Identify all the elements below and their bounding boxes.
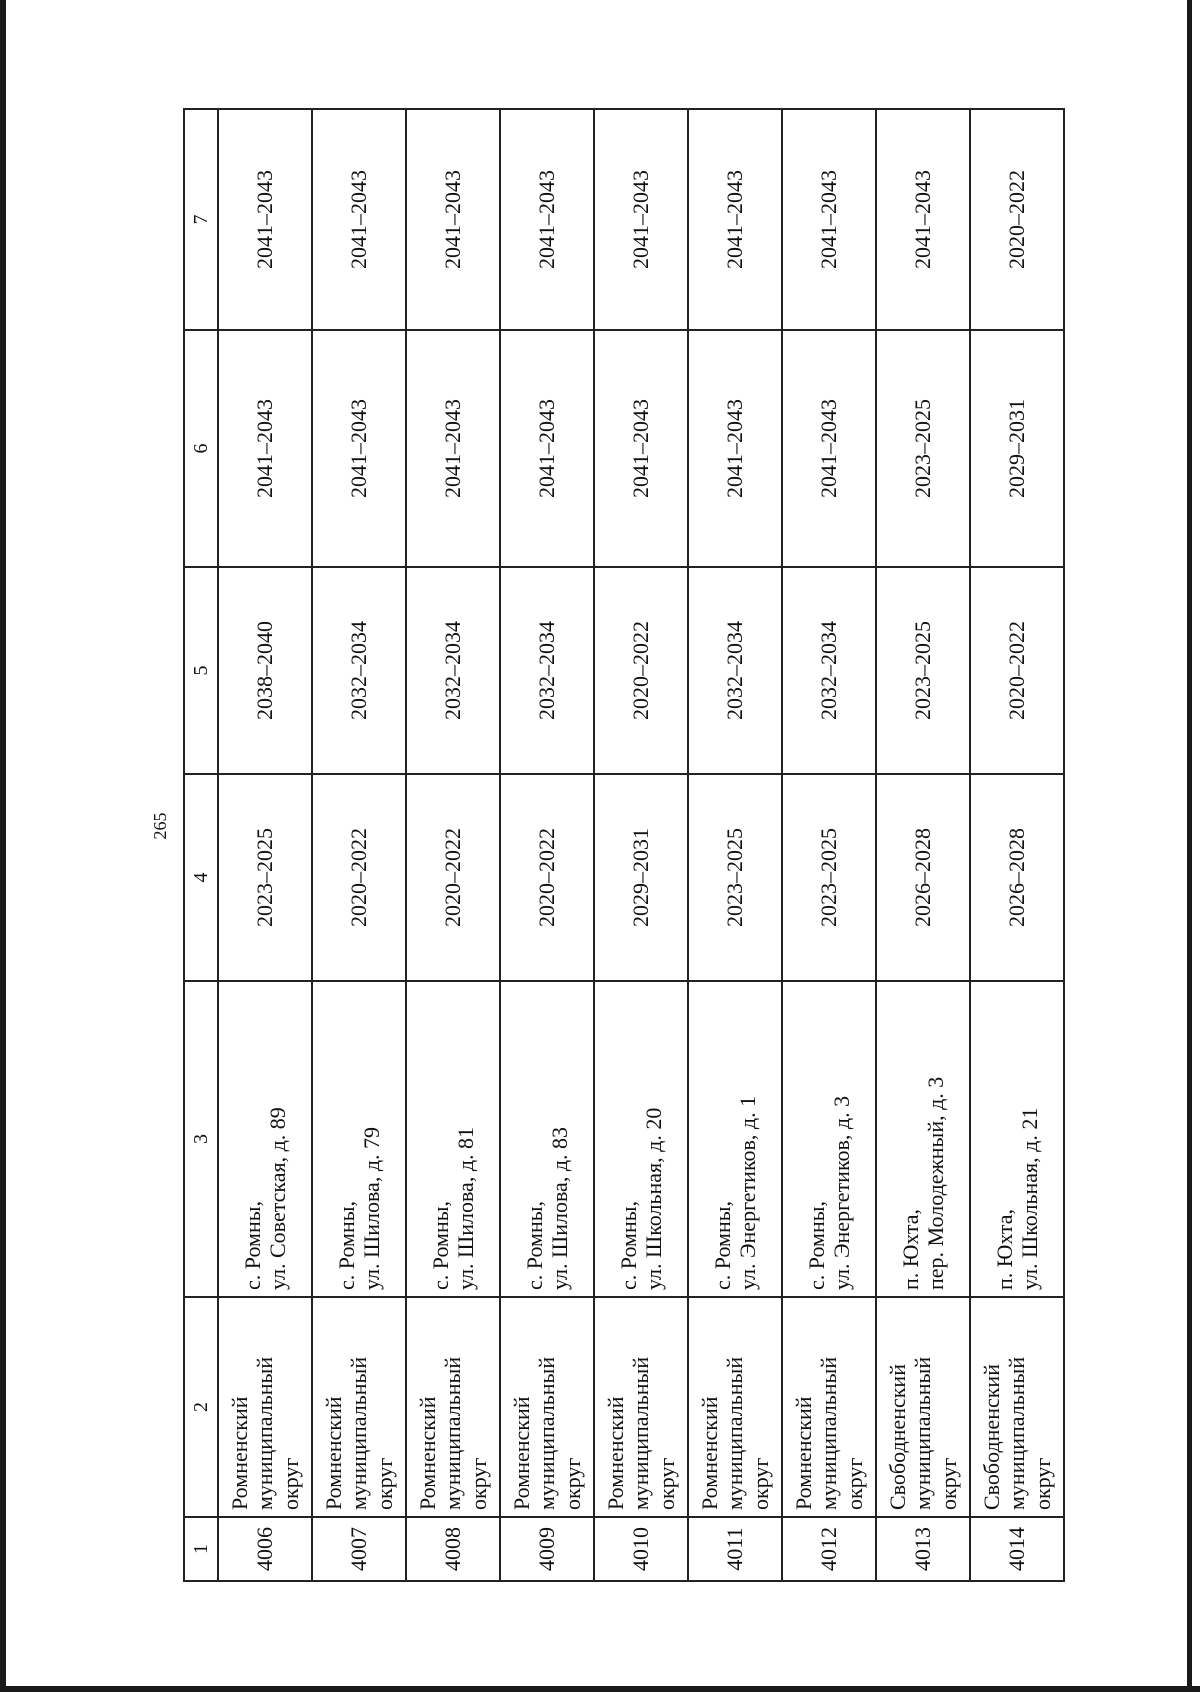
cell-text: 2023–2025 xyxy=(252,828,278,927)
address-locality: с. Ромны, xyxy=(333,1200,359,1290)
period-cell-7 xyxy=(970,109,1064,330)
address-locality: п. Юхта, xyxy=(991,1209,1017,1290)
period-cell-6 xyxy=(782,330,876,567)
period-cell-6 xyxy=(406,330,500,567)
table-row xyxy=(782,109,876,1581)
cell-text: 2038–2040 xyxy=(252,621,278,720)
address-street: ул. Школьная, д. 21 xyxy=(1017,1107,1042,1290)
row-number-cell xyxy=(500,1517,594,1581)
address-locality: с. Ромны, xyxy=(709,1200,735,1290)
cell-text: 2020–2022 xyxy=(1004,621,1030,720)
row-number-cell xyxy=(782,1517,876,1581)
address-cell xyxy=(688,981,782,1297)
cell-text: Ромненский муниципальный округ xyxy=(603,1356,679,1510)
address-cell xyxy=(876,981,970,1297)
cell-text: 2041–2043 xyxy=(252,170,278,269)
cell-text: 2020–2022 xyxy=(628,621,654,720)
cell-text: 4012 xyxy=(816,1527,842,1571)
cell-text: 4013 xyxy=(910,1527,936,1571)
period-cell-4 xyxy=(406,774,500,981)
table-row xyxy=(876,109,970,1581)
table-header-row xyxy=(184,109,218,1581)
cell-text: 4009 xyxy=(534,1527,560,1571)
cell-text: Ромненский муниципальный округ xyxy=(227,1356,303,1510)
district-cell xyxy=(970,1297,1064,1517)
table-row xyxy=(406,109,500,1581)
cell-text: 2041–2043 xyxy=(628,170,654,269)
address-street: ул. Школьная, д. 20 xyxy=(641,1107,666,1290)
period-cell-7 xyxy=(406,109,500,330)
period-cell-7 xyxy=(782,109,876,330)
column-header: 7 xyxy=(184,109,218,330)
period-cell-6 xyxy=(688,330,782,567)
address-locality: с. Ромны, xyxy=(521,1200,547,1290)
cell-text: Ромненский муниципальный округ xyxy=(697,1356,773,1510)
period-cell-5 xyxy=(406,567,500,774)
period-cell-7 xyxy=(594,109,688,330)
cell-text: 4007 xyxy=(346,1527,372,1571)
row-number-cell xyxy=(688,1517,782,1581)
cell-text: 2023–2025 xyxy=(910,399,936,498)
cell-text: 2041–2043 xyxy=(534,399,560,498)
period-cell-4 xyxy=(312,774,406,981)
cell-text: 2026–2028 xyxy=(1004,828,1030,927)
period-cell-5 xyxy=(500,567,594,774)
table-row xyxy=(218,109,312,1581)
period-cell-4 xyxy=(688,774,782,981)
address-street: ул. Шилова, д. 83 xyxy=(547,1126,572,1290)
period-cell-7 xyxy=(218,109,312,330)
cell-text: 2032–2034 xyxy=(440,621,466,720)
address-street: ул. Советская, д. 89 xyxy=(265,1107,290,1290)
district-cell xyxy=(876,1297,970,1517)
cell-text: 4008 xyxy=(440,1527,466,1571)
row-number-cell xyxy=(594,1517,688,1581)
cell-text: 2032–2034 xyxy=(722,621,748,720)
address-cell xyxy=(218,981,312,1297)
address-cell xyxy=(500,981,594,1297)
row-number-cell xyxy=(970,1517,1064,1581)
address-locality: п. Юхта, xyxy=(897,1209,923,1290)
cell-text: 4006 xyxy=(252,1527,278,1571)
cell-text: 4011 xyxy=(722,1527,748,1571)
district-cell xyxy=(312,1297,406,1517)
cell-text: Свободненский муниципальный округ xyxy=(979,1356,1055,1510)
cell-text: 2023–2025 xyxy=(722,828,748,927)
period-cell-7 xyxy=(500,109,594,330)
cell-text: 2041–2043 xyxy=(440,170,466,269)
period-cell-4 xyxy=(970,774,1064,981)
period-cell-5 xyxy=(876,567,970,774)
cell-text: Ромненский муниципальный округ xyxy=(415,1356,491,1510)
district-cell xyxy=(218,1297,312,1517)
cell-text: 2026–2028 xyxy=(910,828,936,927)
column-header: 3 xyxy=(184,981,218,1297)
period-cell-7 xyxy=(688,109,782,330)
cell-text: 4010 xyxy=(628,1527,654,1571)
period-cell-7 xyxy=(312,109,406,330)
period-cell-4 xyxy=(594,774,688,981)
table-row xyxy=(500,109,594,1581)
address-locality: с. Ромны, xyxy=(239,1200,265,1290)
cell-text: 2041–2043 xyxy=(628,399,654,498)
cell-text: Ромненский муниципальный округ xyxy=(509,1356,585,1510)
cell-text: 2041–2043 xyxy=(910,170,936,269)
column-header: 2 xyxy=(184,1297,218,1517)
address-cell xyxy=(406,981,500,1297)
cell-text: 2041–2043 xyxy=(252,399,278,498)
period-cell-6 xyxy=(594,330,688,567)
period-cell-5 xyxy=(970,567,1064,774)
row-number-cell xyxy=(876,1517,970,1581)
address-street: ул. Энергетиков, д. 1 xyxy=(735,1095,760,1290)
address-locality: с. Ромны, xyxy=(615,1200,641,1290)
cell-text: 2020–2022 xyxy=(440,828,466,927)
period-cell-4 xyxy=(218,774,312,981)
cell-text: 2041–2043 xyxy=(722,399,748,498)
period-cell-5 xyxy=(594,567,688,774)
cell-text: 4014 xyxy=(1004,1527,1030,1571)
period-cell-6 xyxy=(876,330,970,567)
address-cell xyxy=(594,981,688,1297)
district-cell xyxy=(594,1297,688,1517)
district-cell xyxy=(688,1297,782,1517)
cell-text: 2032–2034 xyxy=(816,621,842,720)
district-cell xyxy=(782,1297,876,1517)
cell-text: 2020–2022 xyxy=(534,828,560,927)
cell-text: Ромненский муниципальный округ xyxy=(791,1356,867,1510)
cell-text: 2023–2025 xyxy=(910,621,936,720)
column-header: 4 xyxy=(184,774,218,981)
cell-text: 2023–2025 xyxy=(816,828,842,927)
column-header: 1 xyxy=(184,1517,218,1581)
period-cell-6 xyxy=(500,330,594,567)
period-cell-6 xyxy=(312,330,406,567)
address-cell xyxy=(312,981,406,1297)
row-number-cell xyxy=(406,1517,500,1581)
cell-text: 2032–2034 xyxy=(534,621,560,720)
district-cell xyxy=(406,1297,500,1517)
cell-text: 2029–2031 xyxy=(1004,399,1030,498)
page-number: 265 xyxy=(150,812,170,840)
cell-text: 2041–2043 xyxy=(346,399,372,498)
cell-text: Ромненский муниципальный округ xyxy=(321,1356,397,1510)
period-cell-5 xyxy=(782,567,876,774)
cell-text: 2032–2034 xyxy=(346,621,372,720)
period-cell-5 xyxy=(312,567,406,774)
period-cell-5 xyxy=(218,567,312,774)
row-number-cell xyxy=(218,1517,312,1581)
cell-text: 2041–2043 xyxy=(534,170,560,269)
column-header: 5 xyxy=(184,567,218,774)
cell-text: 2029–2031 xyxy=(628,828,654,927)
address-street: ул. Шилова, д. 79 xyxy=(359,1126,384,1290)
address-cell xyxy=(970,981,1064,1297)
period-cell-7 xyxy=(876,109,970,330)
cell-text: 2041–2043 xyxy=(816,170,842,269)
period-cell-4 xyxy=(782,774,876,981)
table-row xyxy=(970,109,1064,1581)
period-cell-4 xyxy=(876,774,970,981)
cell-text: 2041–2043 xyxy=(722,170,748,269)
data-table xyxy=(183,108,1065,1582)
address-street: ул. Шилова, д. 81 xyxy=(453,1126,478,1290)
row-number-cell xyxy=(312,1517,406,1581)
period-cell-5 xyxy=(688,567,782,774)
cell-text: 2020–2022 xyxy=(1004,170,1030,269)
address-street: ул. Энергетиков, д. 3 xyxy=(829,1095,854,1290)
cell-text: Свободненский муниципальный округ xyxy=(885,1356,961,1510)
address-locality: с. Ромны, xyxy=(427,1200,453,1290)
address-cell xyxy=(782,981,876,1297)
table-row xyxy=(594,109,688,1581)
table-row xyxy=(688,109,782,1581)
address-locality: с. Ромны, xyxy=(803,1200,829,1290)
table-row xyxy=(312,109,406,1581)
cell-text: 2041–2043 xyxy=(346,170,372,269)
column-header: 6 xyxy=(184,330,218,567)
cell-text: 2020–2022 xyxy=(346,828,372,927)
district-cell xyxy=(500,1297,594,1517)
cell-text: 2041–2043 xyxy=(816,399,842,498)
cell-text: 2041–2043 xyxy=(440,399,466,498)
period-cell-6 xyxy=(218,330,312,567)
address-street: пер. Молодежный, д. 3 xyxy=(923,1076,948,1290)
period-cell-6 xyxy=(970,330,1064,567)
period-cell-4 xyxy=(500,774,594,981)
